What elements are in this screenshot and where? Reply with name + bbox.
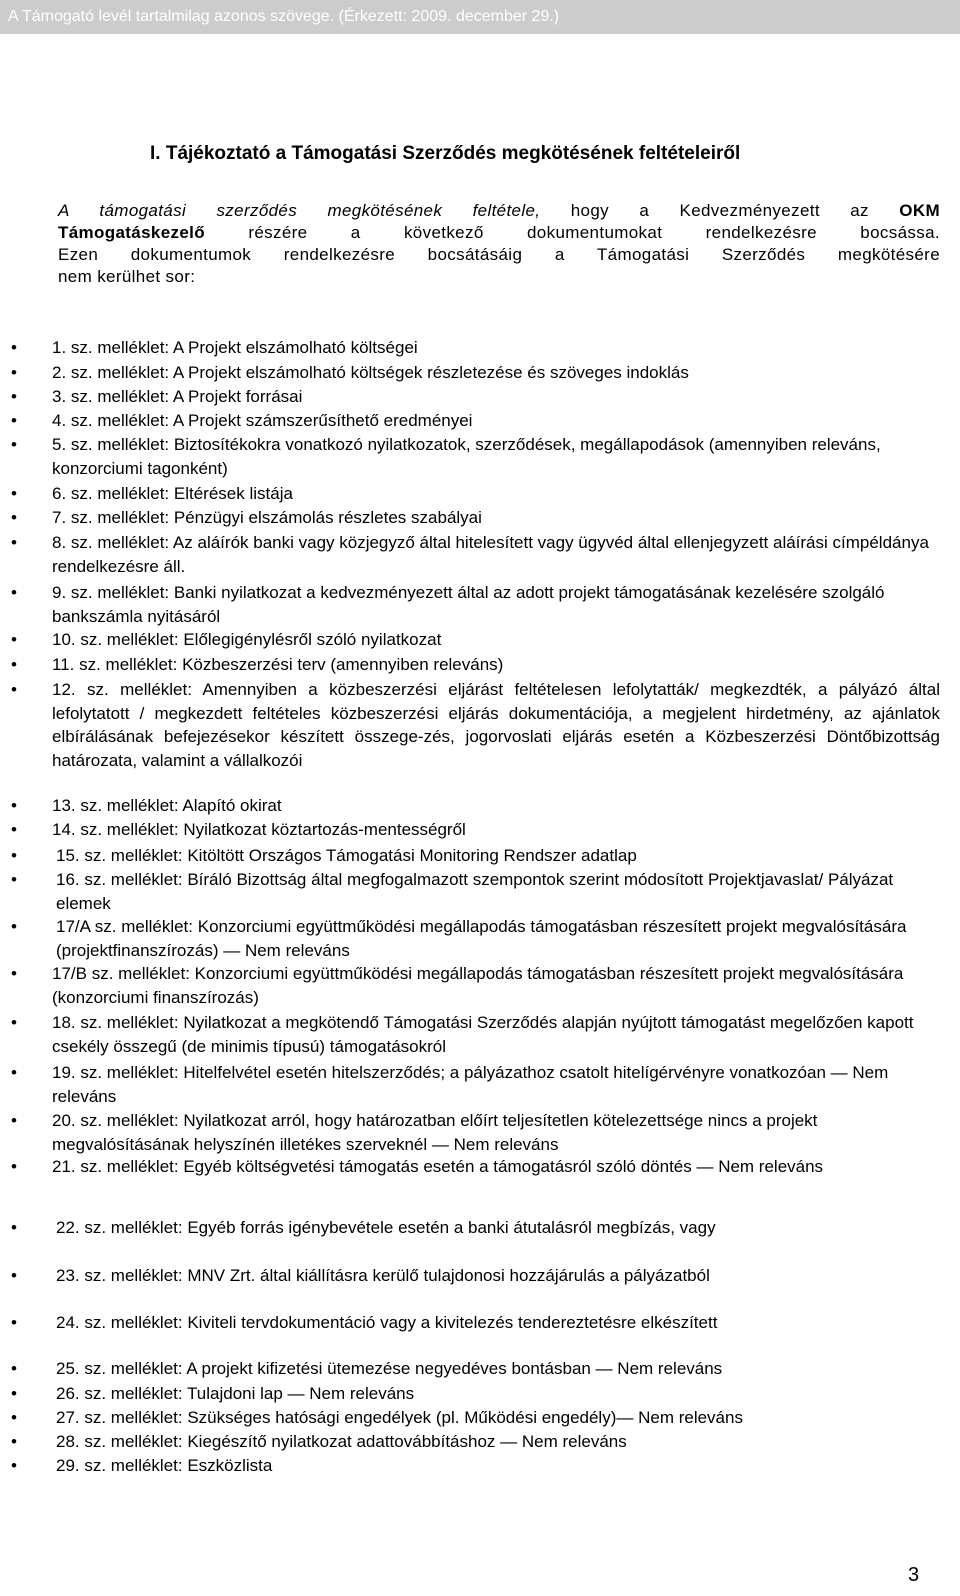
bullet-icon: •: [11, 917, 17, 936]
list-item-text: 24. sz. melléklet: Kiviteli tervdokumentáció vagy a kivitelezés tendereztetésre elkészített: [56, 1313, 718, 1332]
list-item-text: 3. sz. melléklet: A Projekt forrásai: [52, 387, 303, 406]
bullet-icon: •: [11, 1266, 17, 1285]
bullet-icon: •: [11, 1408, 17, 1427]
bullet-icon: •: [11, 1456, 17, 1475]
intro-paragraph: [58, 200, 940, 288]
bullet-icon: •: [11, 533, 17, 552]
list-item-text: 1. sz. melléklet: A Projekt elszámolható költségei: [52, 338, 418, 357]
bullet-icon: •: [11, 846, 17, 865]
bullet-icon: •: [11, 630, 17, 649]
list-item-text: 17/A sz. melléklet: Konzorciumi együttműködési megállapodás támogatásban részesített projekt megvalósítására (projektfinanszírozás) — Nem releváns: [56, 917, 907, 960]
bullet-icon: •: [11, 1218, 17, 1237]
list-item-text: 27. sz. melléklet: Szükséges hatósági engedélyek (pl. Működési engedély)— Nem releváns: [56, 1408, 743, 1427]
bullet-icon: •: [11, 1313, 17, 1332]
document-header-banner: A Támogató levél tartalmilag azonos szövege. (Érkezett: 2009. december 29.): [0, 0, 960, 34]
bullet-icon: •: [11, 964, 17, 983]
bullet-icon: •: [11, 435, 17, 454]
bullet-icon: •: [11, 655, 17, 674]
list-item-text: 10. sz. melléklet: Előlegigénylésről szóló nyilatkozat: [52, 630, 442, 649]
list-item-text: 9. sz. melléklet: Banki nyilatkozat a kedvezményezett által az adott projekt támogatásának kezelésére szolgáló bankszámla nyitásáról: [52, 583, 885, 626]
list-item-text: 18. sz. melléklet: Nyilatkozat a megkötendő Támogatási Szerződés alapján nyújtott támogatást megelőzően kapott csekély összegű (de minimis típusú) támogatásokról: [52, 1013, 914, 1056]
bullet-icon: •: [11, 1359, 17, 1378]
list-item-text: 26. sz. melléklet: Tulajdoni lap — Nem releváns: [56, 1384, 415, 1403]
list-item-text: 5. sz. melléklet: Biztosítékokra vonatkozó nyilatkozatok, szerződések, megállapodások (amennyiben releváns, konzorciumi tagonként): [52, 435, 881, 478]
list-item-text: 25. sz. melléklet: A projekt kifizetési ütemezése negyedéves bontásban — Nem releváns: [56, 1359, 723, 1378]
intro-bold-okm: OKM: [899, 201, 940, 220]
bullet-icon: •: [11, 484, 17, 503]
list-item-text: 4. sz. melléklet: A Projekt számszerűsíthető eredményei: [52, 411, 473, 430]
list-item-text: 15. sz. melléklet: Kitöltött Országos Támogatási Monitoring Rendszer adatlap: [56, 846, 637, 865]
list-item-text: 7. sz. melléklet: Pénzügyi elszámolás részletes szabályai: [52, 508, 482, 527]
section-title: I. Tájékoztató a Támogatási Szerződés megkötésének feltételeiről: [150, 143, 741, 164]
bullet-icon: •: [11, 1111, 17, 1130]
list-item-text: 28. sz. melléklet: Kiegészítő nyilatkozat adattovábbításhoz — Nem releváns: [56, 1432, 627, 1451]
list-item-text: 22. sz. melléklet: Egyéb forrás igénybevétele esetén a banki átutalásról megbízás, vagy: [56, 1218, 716, 1237]
list-item-text: 23. sz. melléklet: MNV Zrt. által kiállításra kerülő tulajdonosi hozzájárulás a pályázatból: [56, 1266, 710, 1285]
list-item-text: 11. sz. melléklet: Közbeszerzési terv (amennyiben releváns): [52, 655, 504, 674]
list-item-text: 6. sz. melléklet: Eltérések listája: [52, 484, 293, 503]
list-item-text: 12. sz. melléklet: Amennyiben a közbeszerzési eljárást feltételesen lefolytatták/ megkezdték, a pályázó által lefolytatott / megkezdett feltételes közbeszerzési eljárás dokumentációja, a megjelent hirdetmény, az ajánlatok elbírálásának befejezésekor készített összege-zés, jogorvoslati eljárás esetén a Közbeszerzési Döntőbizottság határozata, valamint a vállalkozói: [52, 680, 940, 770]
bullet-icon: •: [11, 363, 17, 382]
bullet-icon: •: [11, 796, 17, 815]
bullet-icon: •: [11, 1063, 17, 1082]
bullet-icon: •: [11, 387, 17, 406]
bullet-icon: •: [11, 508, 17, 527]
intro-line-3: Ezen dokumentumok rendelkezésre bocsátásáig a Támogatási Szerződés megkötésére: [58, 245, 940, 264]
list-item-text: 19. sz. melléklet: Hitelfelvétel esetén hitelszerződés; a pályázathoz csatolt hitelígérvényre vonatkozóan — Nem releváns: [52, 1063, 889, 1106]
bullet-icon: •: [11, 411, 17, 430]
intro-line-4: nem kerülhet sor:: [58, 267, 196, 286]
page-number: 3: [908, 1564, 920, 1586]
intro-text-2: részére a következő dokumentumokat rendelkezésre bocsássa.: [204, 223, 940, 242]
list-item-text: 29. sz. melléklet: Eszközlista: [56, 1456, 273, 1475]
list-item-text: 14. sz. melléklet: Nyilatkozat köztartozás-mentességről: [52, 820, 466, 839]
bullet-icon: •: [11, 1013, 17, 1032]
bullet-icon: •: [11, 338, 17, 357]
intro-line-1: [58, 200, 940, 222]
bullet-icon: •: [11, 820, 17, 839]
bullet-icon: •: [11, 1384, 17, 1403]
intro-text: hogy a Kedvezményezett az: [540, 201, 900, 220]
bullet-icon: •: [11, 1157, 17, 1176]
list-item-text: 2. sz. melléklet: A Projekt elszámolható költségek részletezése és szöveges indoklás: [52, 363, 689, 382]
list-item-text: 17/B sz. melléklet: Konzorciumi együttműködési megállapodás támogatásban részesített projekt megvalósítására (konzorciumi finanszírozás): [52, 964, 904, 1007]
bullet-icon: •: [11, 870, 17, 889]
list-item-text: 16. sz. melléklet: Bíráló Bizottság által megfogalmazott szempontok szerint módosított Projektjavaslat/ Pályázat elemek: [56, 870, 894, 913]
bullet-icon: •: [11, 680, 17, 699]
bullet-icon: •: [11, 1432, 17, 1451]
list-item-text: 8. sz. melléklet: Az aláírók banki vagy közjegyző által hitelesített vagy ügyvéd által ellenjegyzett aláírási címpéldánya rendelkezésre áll.: [52, 533, 929, 576]
list-item-text: 21. sz. melléklet: Egyéb költségvetési támogatás esetén a támogatásról szóló döntés — Nem releváns: [52, 1157, 824, 1176]
list-item-text: 20. sz. melléklet: Nyilatkozat arról, hogy határozatban előírt teljesítetlen kötelezettsége nincs a projekt megvalósításának helyszínén illetékes szerveknél — Nem releváns: [52, 1111, 818, 1154]
intro-italic-phrase: A támogatási szerződés megkötésének feltétele,: [58, 201, 541, 220]
intro-bold-tamogataskezelo: Támogatáskezelő: [58, 223, 205, 242]
bullet-icon: •: [11, 583, 17, 602]
intro-line-2: [58, 222, 940, 244]
list-item-text: 13. sz. melléklet: Alapító okirat: [52, 796, 282, 815]
